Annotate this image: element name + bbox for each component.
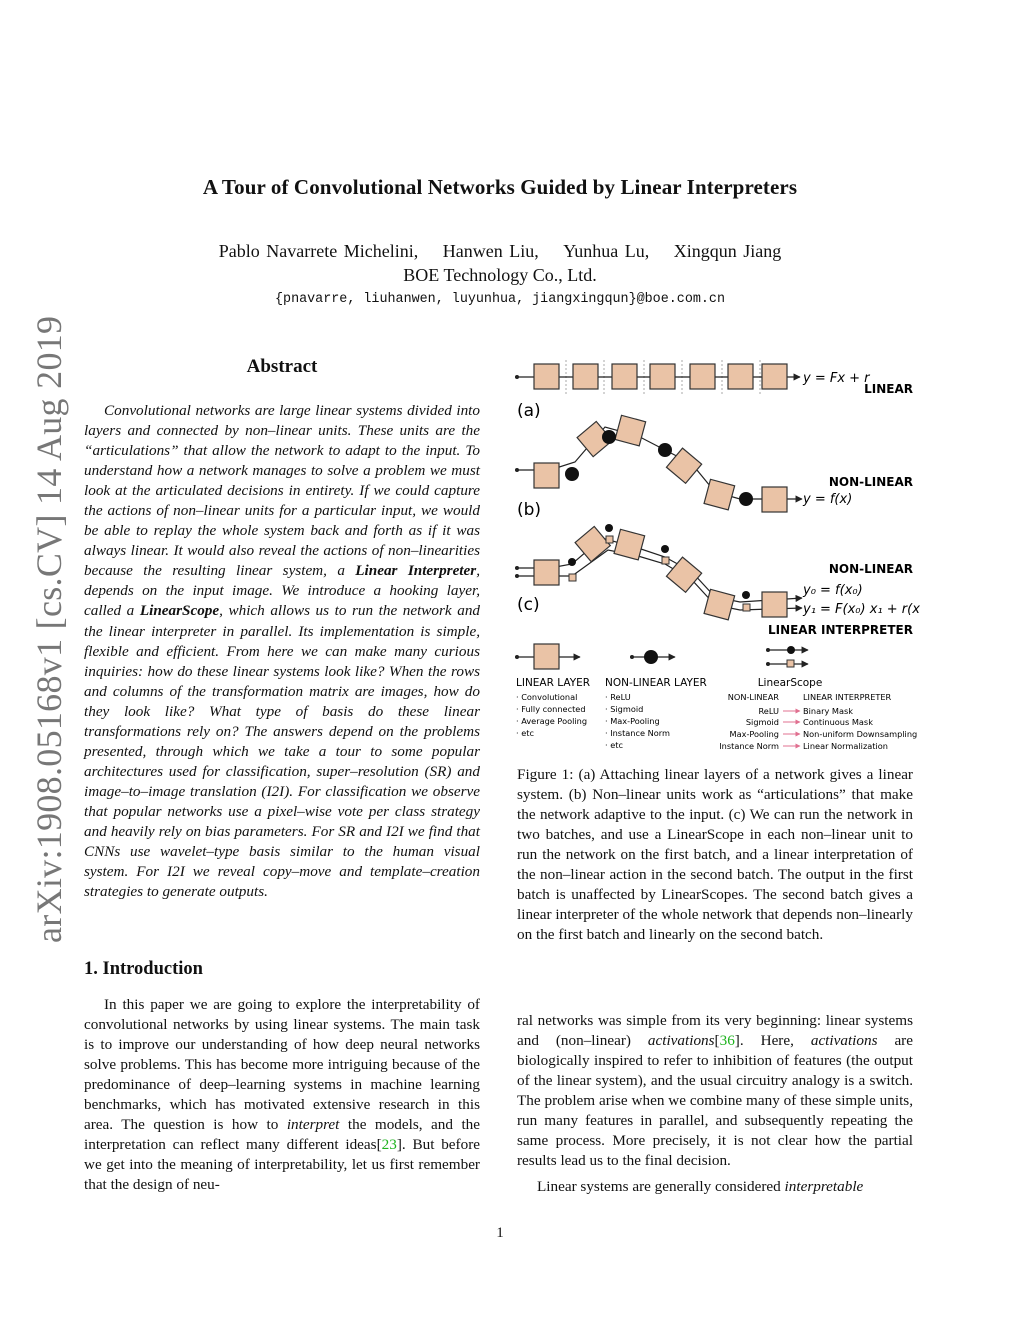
body-part: ral networks was simple from its very beginning: linear systems and (non–linear) — [517, 1012, 913, 1050]
body-part: are biologically inspired to refer to inhibition of features (the output of the linear system), and the usual circuitry analogy is a switch. The problem arise when we combine many of these simple units, run many features in parallel, and subsequently repeating the same process. More precisely, it is not clear how the partial results lead us to the final decision. — [517, 1032, 913, 1170]
panel-b-label: (b) — [517, 500, 542, 520]
legend-scope-title: LinearScope — [757, 677, 823, 689]
scope-col-right-heading: LINEAR INTERPRETER — [803, 692, 892, 702]
citation-link[interactable]: 36 — [719, 1032, 735, 1050]
body-part: [ — [714, 1032, 720, 1050]
abstract-part: , which allows us to run the network and the linear interpreter in parallel. Its implementation is simple, flexible and efficient. From here we can make many curious inquiries: how do these linear systems look like? When the rows and columns of the transformation matrix are images, how do they look like? What type of basis do these linear transformations rely on? The answers depend on the problems presented, through which we take a tour to some popular architectures used for classification, super–resolution (SR) and image–to–image translation (I2I). For classification we observe that popular networks use a pixel–wise vote per class strategy and heavily rely on bias parameters. For SR and I2I we find that CNNs use wavelet–type basis similar to the human visual system. For I2I we reveal copy–move and template–creation strategies to generate outputs. — [84, 602, 481, 901]
scope-col-left-heading: NON-LINEAR — [727, 692, 779, 702]
body-part: ]. Here, — [734, 1032, 811, 1050]
panel-c-label: (c) — [517, 595, 540, 615]
arxiv-stamp: arXiv:1908.05168v1 [cs.CV] 14 Aug 2019 — [29, 315, 69, 943]
label-linear-interpreter: LINEAR INTERPRETER — [767, 623, 913, 637]
scope-nonlinear-op: ReLU — [758, 706, 779, 716]
scope-linear-op: Continuous Mask — [803, 717, 873, 727]
abstract-part: , depends on the input image. We introduce a hooking layer, called a — [84, 562, 480, 620]
scope-nonlinear-op: Sigmoid — [745, 717, 779, 727]
author-name: Yunhua Lu, — [563, 241, 650, 261]
equation-nonlinear: y = f(x) — [803, 492, 853, 507]
legend-nonlinear-item: · Sigmoid — [605, 704, 644, 714]
label-linear: LINEAR — [864, 382, 913, 396]
legend-linearscope — [766, 646, 808, 667]
legend-linear-layer — [515, 644, 580, 669]
scope-linear-op: Binary Mask — [803, 706, 854, 716]
legend-linear-item: · Average Pooling — [516, 716, 588, 726]
page-number: 1 — [496, 1225, 504, 1241]
scope-linear-op: Linear Normalization — [803, 741, 888, 751]
panel-a-label: (a) — [517, 401, 541, 421]
legend-nonlinear-item: · Max-Pooling — [605, 716, 660, 726]
body-emphasis: activations — [810, 1032, 878, 1050]
panel-a-diagram — [515, 360, 800, 396]
panel-b-diagram — [515, 415, 802, 512]
author-name: Xingqun Jiang — [673, 241, 782, 261]
legend-linear-item: · Convolutional — [516, 692, 578, 702]
intro-part: the models, and the interpretation can reflect many different ideas[ — [84, 1116, 480, 1154]
paper-title: A Tour of Convolutional Networks Guided by Linear Interpreters — [202, 175, 798, 199]
term-linearscope: LinearScope — [139, 602, 220, 620]
author-name: Pablo Navarrete Michelini, — [218, 241, 419, 261]
body-emphasis: activations — [647, 1032, 715, 1050]
legend-nonlinear-layer — [630, 650, 675, 664]
abstract-heading: Abstract — [246, 356, 318, 377]
label-nonlinear-b: NON-LINEAR — [828, 475, 913, 489]
right-column-paragraph — [517, 1011, 913, 1171]
right-column-paragraph — [517, 1177, 913, 1197]
introduction-heading: 1. Introduction — [84, 959, 203, 979]
scope-nonlinear-op: Instance Norm — [719, 741, 779, 751]
intro-part: In this paper we are going to explore the interpretability of convolutional networks by using linear systems. The main task is to improve our understanding of how deep neural networks solve problems. This has become more intriguing because of the predominance of deep–learning systems in machine learning benchmarks, which has motivated extensive research in this area. The question is how to — [84, 996, 480, 1134]
intro-emphasis: interpret — [286, 1116, 340, 1134]
author-name: Hanwen Liu, — [442, 241, 539, 261]
scope-nonlinear-op: Max-Pooling — [729, 729, 779, 739]
affiliation: BOE Technology Co., Ltd. — [403, 265, 597, 285]
label-nonlinear-c: NON-LINEAR — [828, 562, 913, 576]
author-emails: {pnavarre, liuhanwen, luyunhua, jiangxingqun}@boe.com.cn — [275, 292, 725, 307]
introduction-text — [84, 995, 480, 1195]
legend-linear-title: LINEAR LAYER — [516, 677, 591, 689]
body-part: Linear systems are generally considered — [537, 1178, 785, 1195]
equation-linear: y = Fx + r — [803, 371, 870, 386]
legend-linear-item: · etc — [516, 728, 534, 738]
figure-caption: Figure 1: (a) Attaching linear layers of a network gives a linear system. (b) Non–linear units work as “articulations” that make the network adaptive to the input. (c) We can run the network in two batches, and use a LinearScope in each non–linear unit to run the network on the first batch, and a linear interpretation of the non–linear action in the second batch. The output in the first batch is unaffected by LinearScopes. The second batch gives a linear interpreter of the whole network that depends non–linearly on the first batch and linearly on the second batch. — [517, 766, 913, 944]
intro-part: ]. But before we get into the meaning of interpretability, let us first remember that the design of neu- — [84, 1136, 480, 1194]
legend-nonlinear-item: · etc — [605, 740, 623, 750]
legend-linear-item: · Fully connected — [516, 704, 586, 714]
legend-nonlinear-title: NON-LINEAR LAYER — [605, 677, 707, 689]
body-emphasis: interpretable — [784, 1178, 864, 1195]
figure-1 — [510, 352, 920, 757]
legend-nonlinear-item: · ReLU — [605, 692, 631, 702]
panel-c-diagram — [515, 524, 802, 620]
abstract-part: Convolutional networks are large linear systems divided into layers and connected by non–linear units. These units are the “articulations” that allow the network to adapt to the input. To understand how a network manages to solve a problem we must look at the articulated decisions in entirety. If we could capture the actions of non–linear units for a particular input, we would be able to replay the whole system back and forth as if it was always linear. It would also reveal the actions of non–linearities because the resulting linear system, a — [84, 402, 480, 580]
term-linear-interpreter: Linear Interpreter — [355, 562, 477, 580]
author-list — [0, 241, 1000, 262]
citation-link[interactable]: 23 — [381, 1136, 397, 1154]
equation-batch-1: y₁ = F(x₀) x₁ + r(x₀) — [803, 602, 920, 617]
legend-nonlinear-item: · Instance Norm — [605, 728, 670, 738]
abstract-text — [84, 401, 480, 902]
equation-batch-0: y₀ = f(x₀) — [803, 583, 863, 598]
scope-linear-op: Non-uniform Downsampling — [803, 729, 918, 739]
scope-mapping-arrows — [783, 711, 800, 746]
